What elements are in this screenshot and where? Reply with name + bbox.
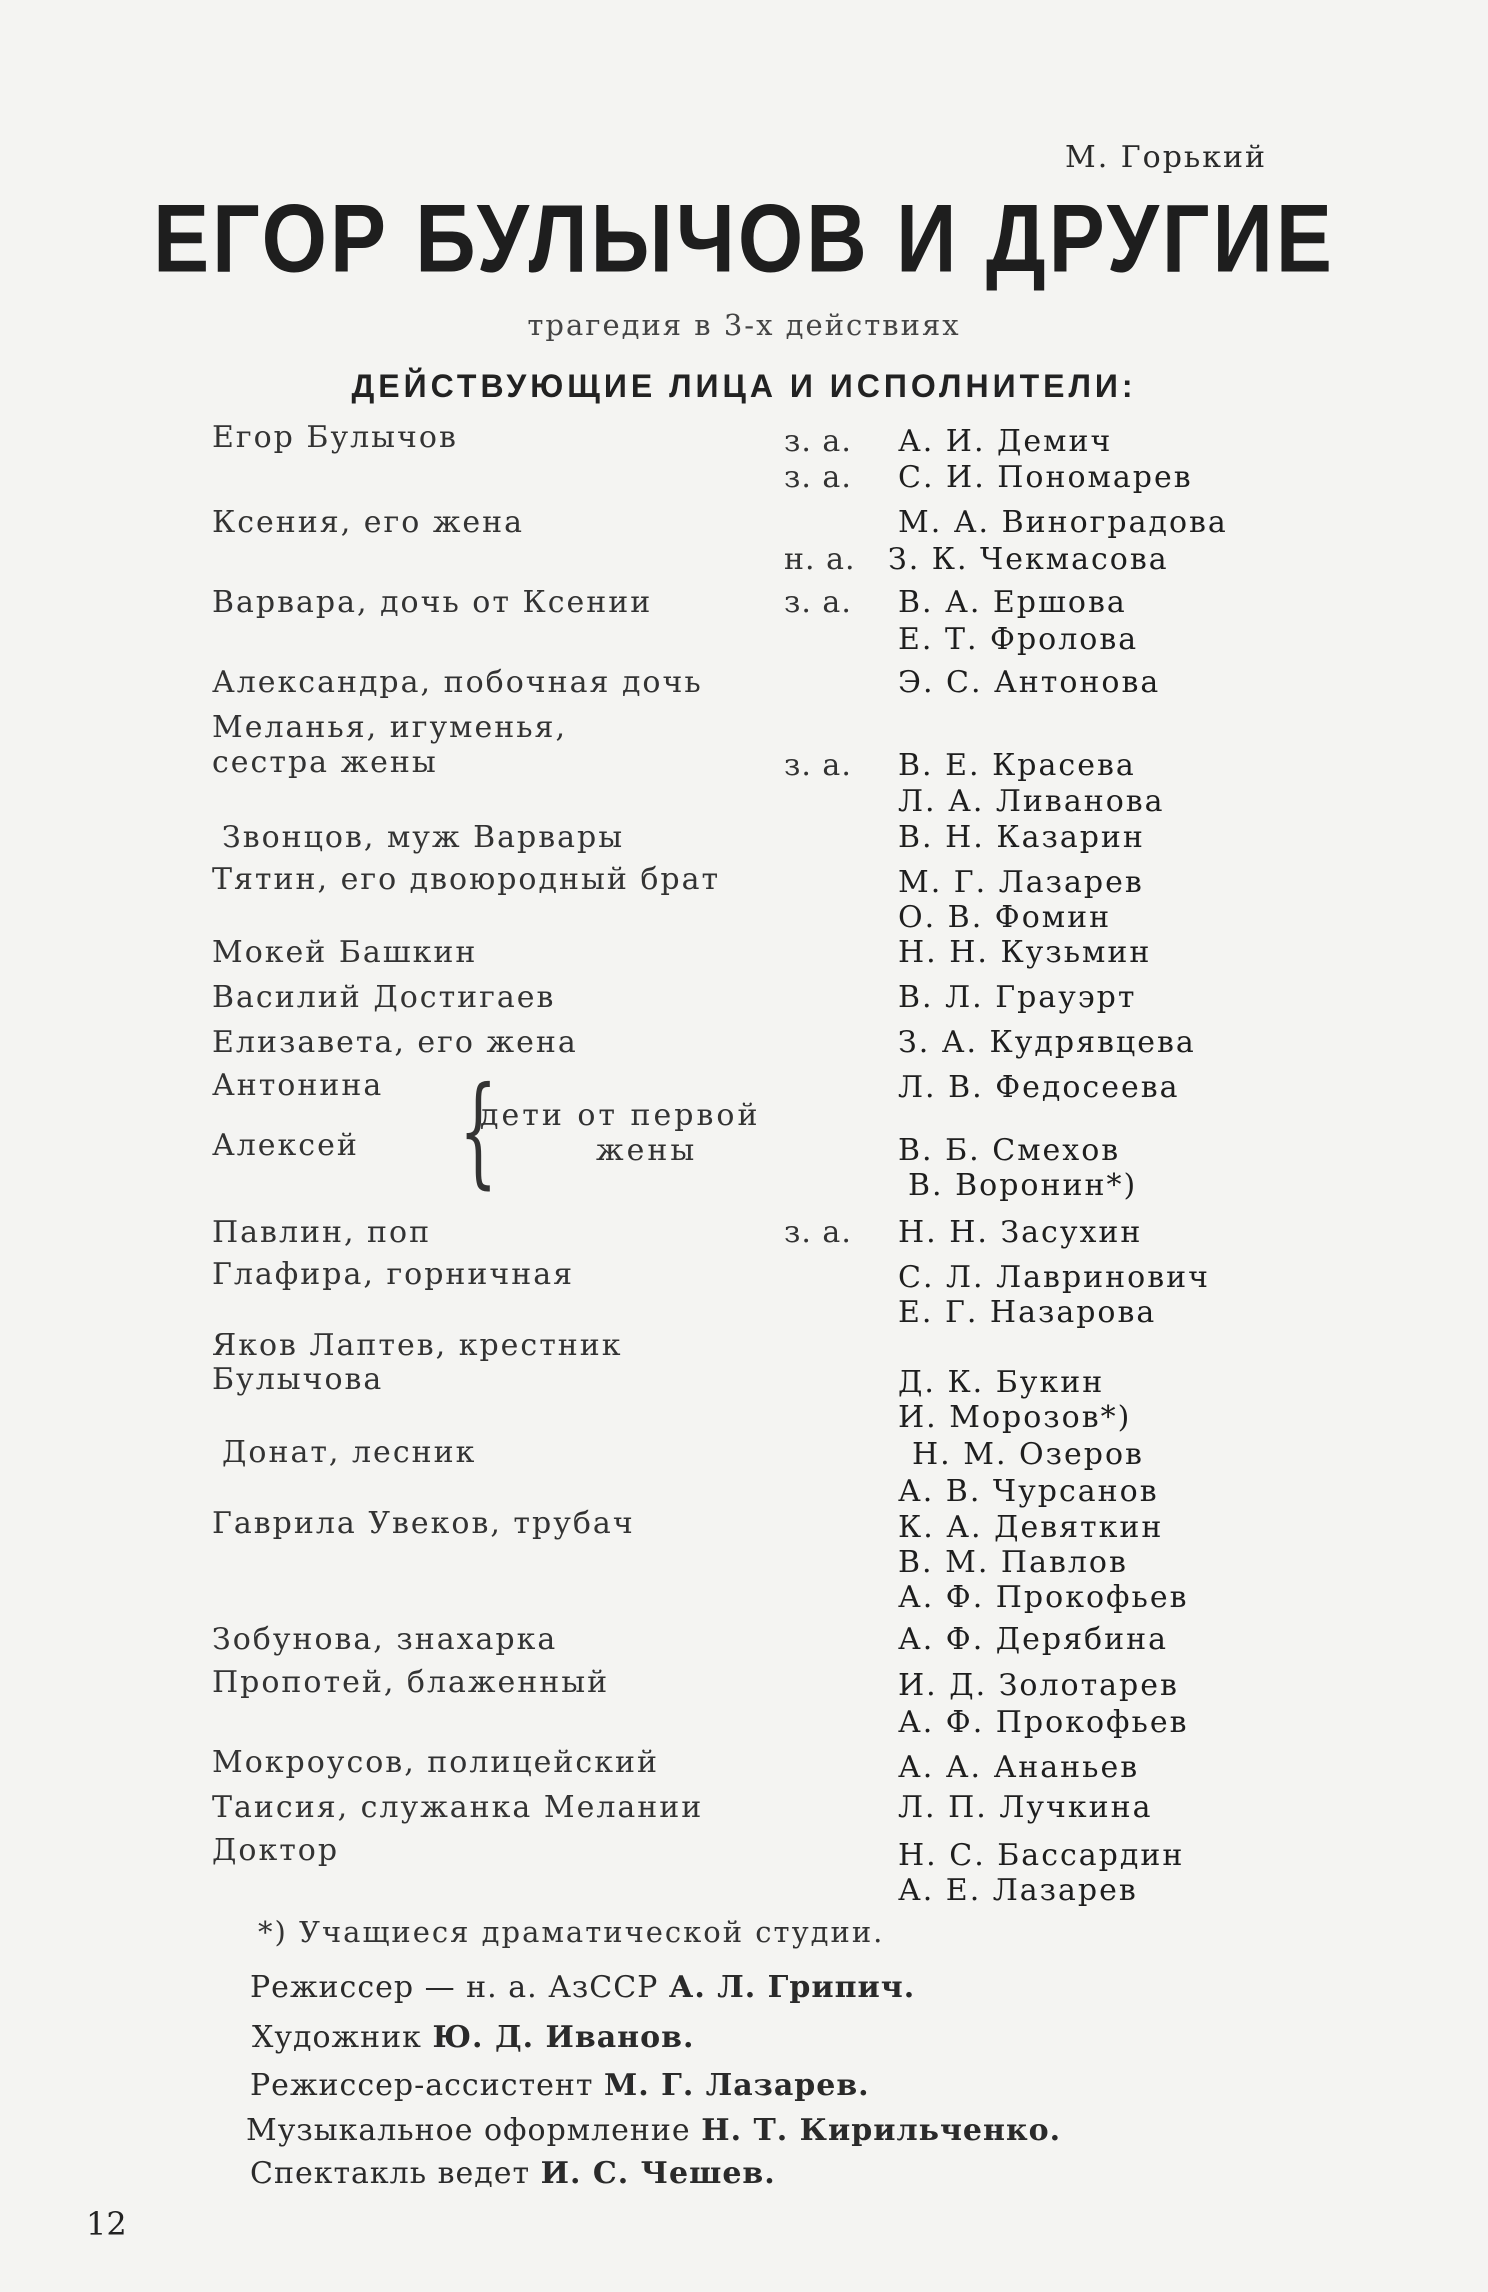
actor: В. Н. Казарин: [898, 820, 1145, 855]
actor: В. Воронин*): [908, 1168, 1138, 1203]
credit-name: Н. Т. Кирильченко.: [701, 2113, 1062, 2148]
credit-label: Художник: [252, 2020, 422, 2055]
role: Глафира, горничная: [212, 1257, 575, 1292]
role: Варвара, дочь от Ксении: [212, 585, 653, 620]
role: Булычова: [212, 1362, 384, 1397]
actor: Э. С. Антонова: [898, 665, 1161, 700]
actor: С. Л. Лавринович: [898, 1260, 1210, 1295]
role: Антонина: [212, 1068, 384, 1103]
role: Меланья, игуменья,: [212, 710, 567, 745]
role: сестра жены: [212, 745, 438, 780]
actor: Д. К. Букин: [898, 1365, 1105, 1400]
honor-title: з. а.: [784, 585, 852, 620]
actor: М. А. Виноградова: [898, 505, 1228, 540]
actor: Л. А. Ливанова: [898, 784, 1165, 819]
actor: А. И. Демич: [898, 424, 1113, 459]
credit-line: [250, 2156, 776, 2192]
honor-title: н. а.: [784, 542, 856, 577]
actor: В. Е. Красева: [898, 748, 1136, 783]
credit-name: Ю. Д. Иванов.: [432, 2020, 695, 2055]
actor: Н. Н. Засухин: [898, 1215, 1143, 1250]
author: М. Горький: [1065, 140, 1267, 175]
cast-header: ДЕЙСТВУЮЩИЕ ЛИЦА И ИСПОЛНИТЕЛИ:: [351, 368, 1137, 404]
credit-label: Музыкальное оформление: [246, 2113, 691, 2148]
role: Елизавета, его жена: [212, 1025, 578, 1060]
actor: К. А. Девяткин: [898, 1510, 1164, 1545]
actor: Л. В. Федосеева: [898, 1070, 1180, 1105]
actor: Е. Г. Назарова: [898, 1295, 1157, 1330]
actor: В. А. Ершова: [898, 585, 1127, 620]
credit-label: Режиссер-ассистент: [250, 2068, 594, 2103]
actor: Л. П. Лучкина: [898, 1790, 1153, 1825]
role: Гаврила Увеков, трубач: [212, 1506, 635, 1541]
credit-label: Спектакль ведет: [250, 2156, 531, 2191]
role: Василий Достигаев: [212, 980, 556, 1015]
bracket-icon: {: [459, 1062, 498, 1201]
honor-title: з. а.: [784, 460, 852, 495]
honor-title: з. а.: [784, 748, 852, 783]
actor: В. М. Павлов: [898, 1545, 1128, 1580]
actor: В. Б. Смехов: [898, 1133, 1121, 1168]
actor: З. К. Чекмасова: [888, 542, 1169, 577]
play-subtitle: трагедия в 3-х действиях: [527, 308, 961, 342]
role: Александра, побочная дочь: [212, 665, 703, 700]
role: Егор Булычов: [212, 420, 458, 455]
role: Звонцов, муж Варвары: [222, 820, 625, 855]
footnote: *) Учащиеся драматической студии.: [258, 1915, 885, 1949]
honor-title: з. а.: [784, 424, 852, 459]
bracket-note: жены: [596, 1133, 698, 1168]
role: Зобунова, знахарка: [212, 1622, 558, 1657]
actor: А. А. Ананьев: [898, 1750, 1140, 1785]
role: Доктор: [212, 1833, 340, 1868]
role: Пропотей, блаженный: [212, 1665, 610, 1700]
actor: А. Ф. Прокофьев: [898, 1580, 1189, 1615]
actor: И. Д. Золотарев: [898, 1668, 1179, 1703]
credit-name: М. Г. Лазарев.: [604, 2068, 870, 2103]
page-number: 12: [86, 2205, 127, 2243]
credit-line: [250, 2068, 870, 2104]
role: Ксения, его жена: [212, 505, 525, 540]
actor: А. Ф. Прокофьев: [898, 1705, 1189, 1740]
credit-line: [250, 1970, 915, 2006]
actor: Е. Т. Фролова: [898, 622, 1139, 657]
bracket-note: дети от первой: [480, 1098, 761, 1133]
credit-label: Режиссер — н. а. АзССР: [250, 1970, 659, 2005]
honor-title: з. а.: [784, 1215, 852, 1250]
role: Яков Лаптев, крестник: [212, 1328, 623, 1363]
actor: Н. С. Бассардин: [898, 1838, 1185, 1873]
credit-name: А. Л. Грипич.: [668, 1970, 916, 2005]
actor: А. Е. Лазарев: [898, 1873, 1138, 1908]
actor: В. Л. Грауэрт: [898, 980, 1137, 1015]
role: Донат, лесник: [222, 1435, 477, 1470]
actor: А. В. Чурсанов: [898, 1474, 1159, 1509]
credit-line: [252, 2020, 694, 2056]
credit-line: [246, 2113, 1061, 2149]
role: Алексей: [212, 1128, 359, 1163]
credit-name: И. С. Чешев.: [540, 2156, 776, 2191]
role: Мокроусов, полицейский: [212, 1745, 659, 1780]
role: Павлин, поп: [212, 1215, 432, 1250]
role: Мокей Башкин: [212, 935, 478, 970]
actor: С. И. Пономарев: [898, 460, 1193, 495]
actor: О. В. Фомин: [898, 900, 1112, 935]
play-title: ЕГОР БУЛЫЧОВ И ДРУГИЕ: [153, 183, 1335, 292]
actor: М. Г. Лазарев: [898, 865, 1144, 900]
role: Тятин, его двоюродный брат: [212, 862, 721, 897]
actor: И. Морозов*): [898, 1400, 1132, 1435]
actor: З. А. Кудрявцева: [898, 1025, 1196, 1060]
role: Таисия, служанка Мелании: [212, 1790, 704, 1825]
actor: Н. Н. Кузьмин: [898, 935, 1152, 970]
actor: А. Ф. Дерябина: [898, 1622, 1168, 1657]
actor: Н. М. Озеров: [912, 1437, 1144, 1472]
